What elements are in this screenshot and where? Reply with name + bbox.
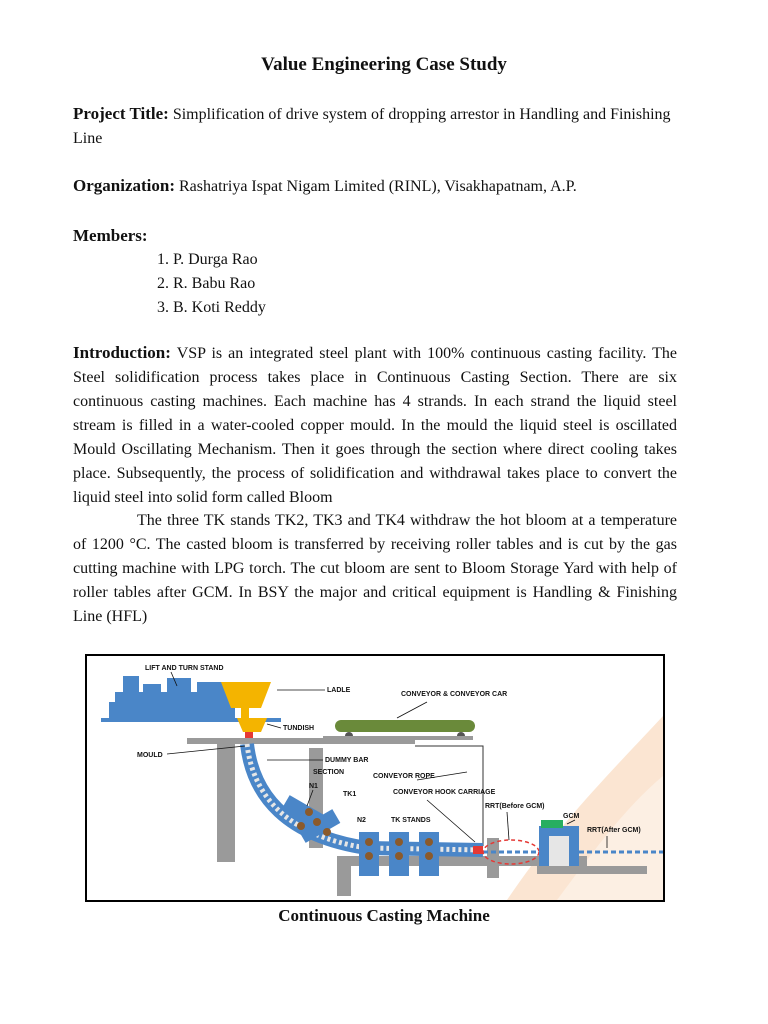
introduction-text: VSP is an integrated steel plant with 100% continuous casting facility. The Steel solidification process takes place in Continuous Casting Section. There are six continuous casting machines. Each machine has 4 strands. In each strand the liquid steel stream is filled in a water-cooled copper mould. In the mould the liquid steel is oscillated Mould Oscillating Mechanism. Then it goes through the section where direct cooling takes place. Subsequently, the process of solidification and withdrawal takes place to convert the liquid steel into solid form called Bloom bbox=[73, 345, 678, 506]
label-n2: N2 bbox=[357, 817, 366, 824]
base-leg bbox=[337, 866, 351, 896]
members-list bbox=[73, 248, 266, 320]
organization-label: Organization: bbox=[73, 176, 175, 195]
label-rrt-before: RRT(Before GCM) bbox=[485, 803, 545, 810]
bloom-piece bbox=[473, 846, 483, 854]
label-tk1: TK1 bbox=[343, 791, 357, 798]
label-gcm: GCM bbox=[563, 813, 580, 820]
label-dummy-bar: DUMMY BAR bbox=[325, 757, 369, 764]
label-conveyor-hook-carriage: CONVEYOR HOOK CARRIAGE bbox=[393, 789, 496, 796]
label-tk-stands: TK STANDS bbox=[391, 817, 431, 824]
conveyor-rope bbox=[415, 746, 483, 846]
members-section bbox=[73, 224, 266, 320]
label-rrt-after: RRT(After GCM) bbox=[587, 827, 641, 834]
tk-stands-text: The three TK stands TK2, TK3 and TK4 withdraw the hot bloom at a temperature of 1200 °C. The casted bloom is transferred by receiving roller tables and is cut by the gas cutting machine with LPG torch. The cut bloom are sent to Bloom Storage Yard with help of roller tables after GCM. In BSY the major and critical equipment is Handling & Finishing Line (HFL) bbox=[73, 512, 677, 625]
gcm bbox=[539, 820, 579, 866]
label-conveyor-car: CONVEYOR & CONVEYOR CAR bbox=[401, 691, 508, 698]
figure-caption: Continuous Casting Machine bbox=[278, 906, 490, 925]
label-section: SECTION bbox=[313, 769, 345, 776]
member-item: 1. P. Durga Rao bbox=[157, 251, 258, 268]
project-title-value: Simplification of drive system of dropping arrestor in Handling and Finishing Line bbox=[73, 106, 671, 147]
document-title: Value Engineering Case Study bbox=[261, 54, 507, 75]
label-conveyor-rope: CONVEYOR ROPE bbox=[373, 773, 435, 780]
label-lift-turn-stand: LIFT AND TURN STAND bbox=[145, 665, 224, 672]
label-mould: MOULD bbox=[137, 752, 163, 759]
continuous-casting-diagram bbox=[85, 654, 665, 902]
project-title-paragraph bbox=[73, 102, 677, 151]
support-post bbox=[487, 838, 499, 878]
label-tundish: TUNDISH bbox=[283, 725, 315, 732]
organization-paragraph bbox=[73, 174, 677, 199]
tk-stands-paragraph bbox=[73, 509, 677, 629]
project-title-label: Project Title: bbox=[73, 104, 169, 123]
support-column-left bbox=[217, 744, 235, 862]
member-item: 2. R. Babu Rao bbox=[157, 275, 256, 292]
members-label: Members: bbox=[73, 226, 148, 245]
diagram-svg bbox=[87, 656, 663, 900]
organization-value: Rashatriya Ispat Nigam Limited (RINL), Visakhapatnam, A.P. bbox=[179, 178, 577, 195]
label-ladle: LADLE bbox=[327, 687, 351, 694]
conveyor-car bbox=[323, 720, 475, 740]
label-n1: N1 bbox=[309, 783, 318, 790]
gcm-base bbox=[537, 866, 647, 874]
member-item: 3. B. Koti Reddy bbox=[157, 299, 266, 316]
introduction-paragraph bbox=[73, 341, 677, 510]
introduction-label: Introduction: bbox=[73, 343, 171, 362]
